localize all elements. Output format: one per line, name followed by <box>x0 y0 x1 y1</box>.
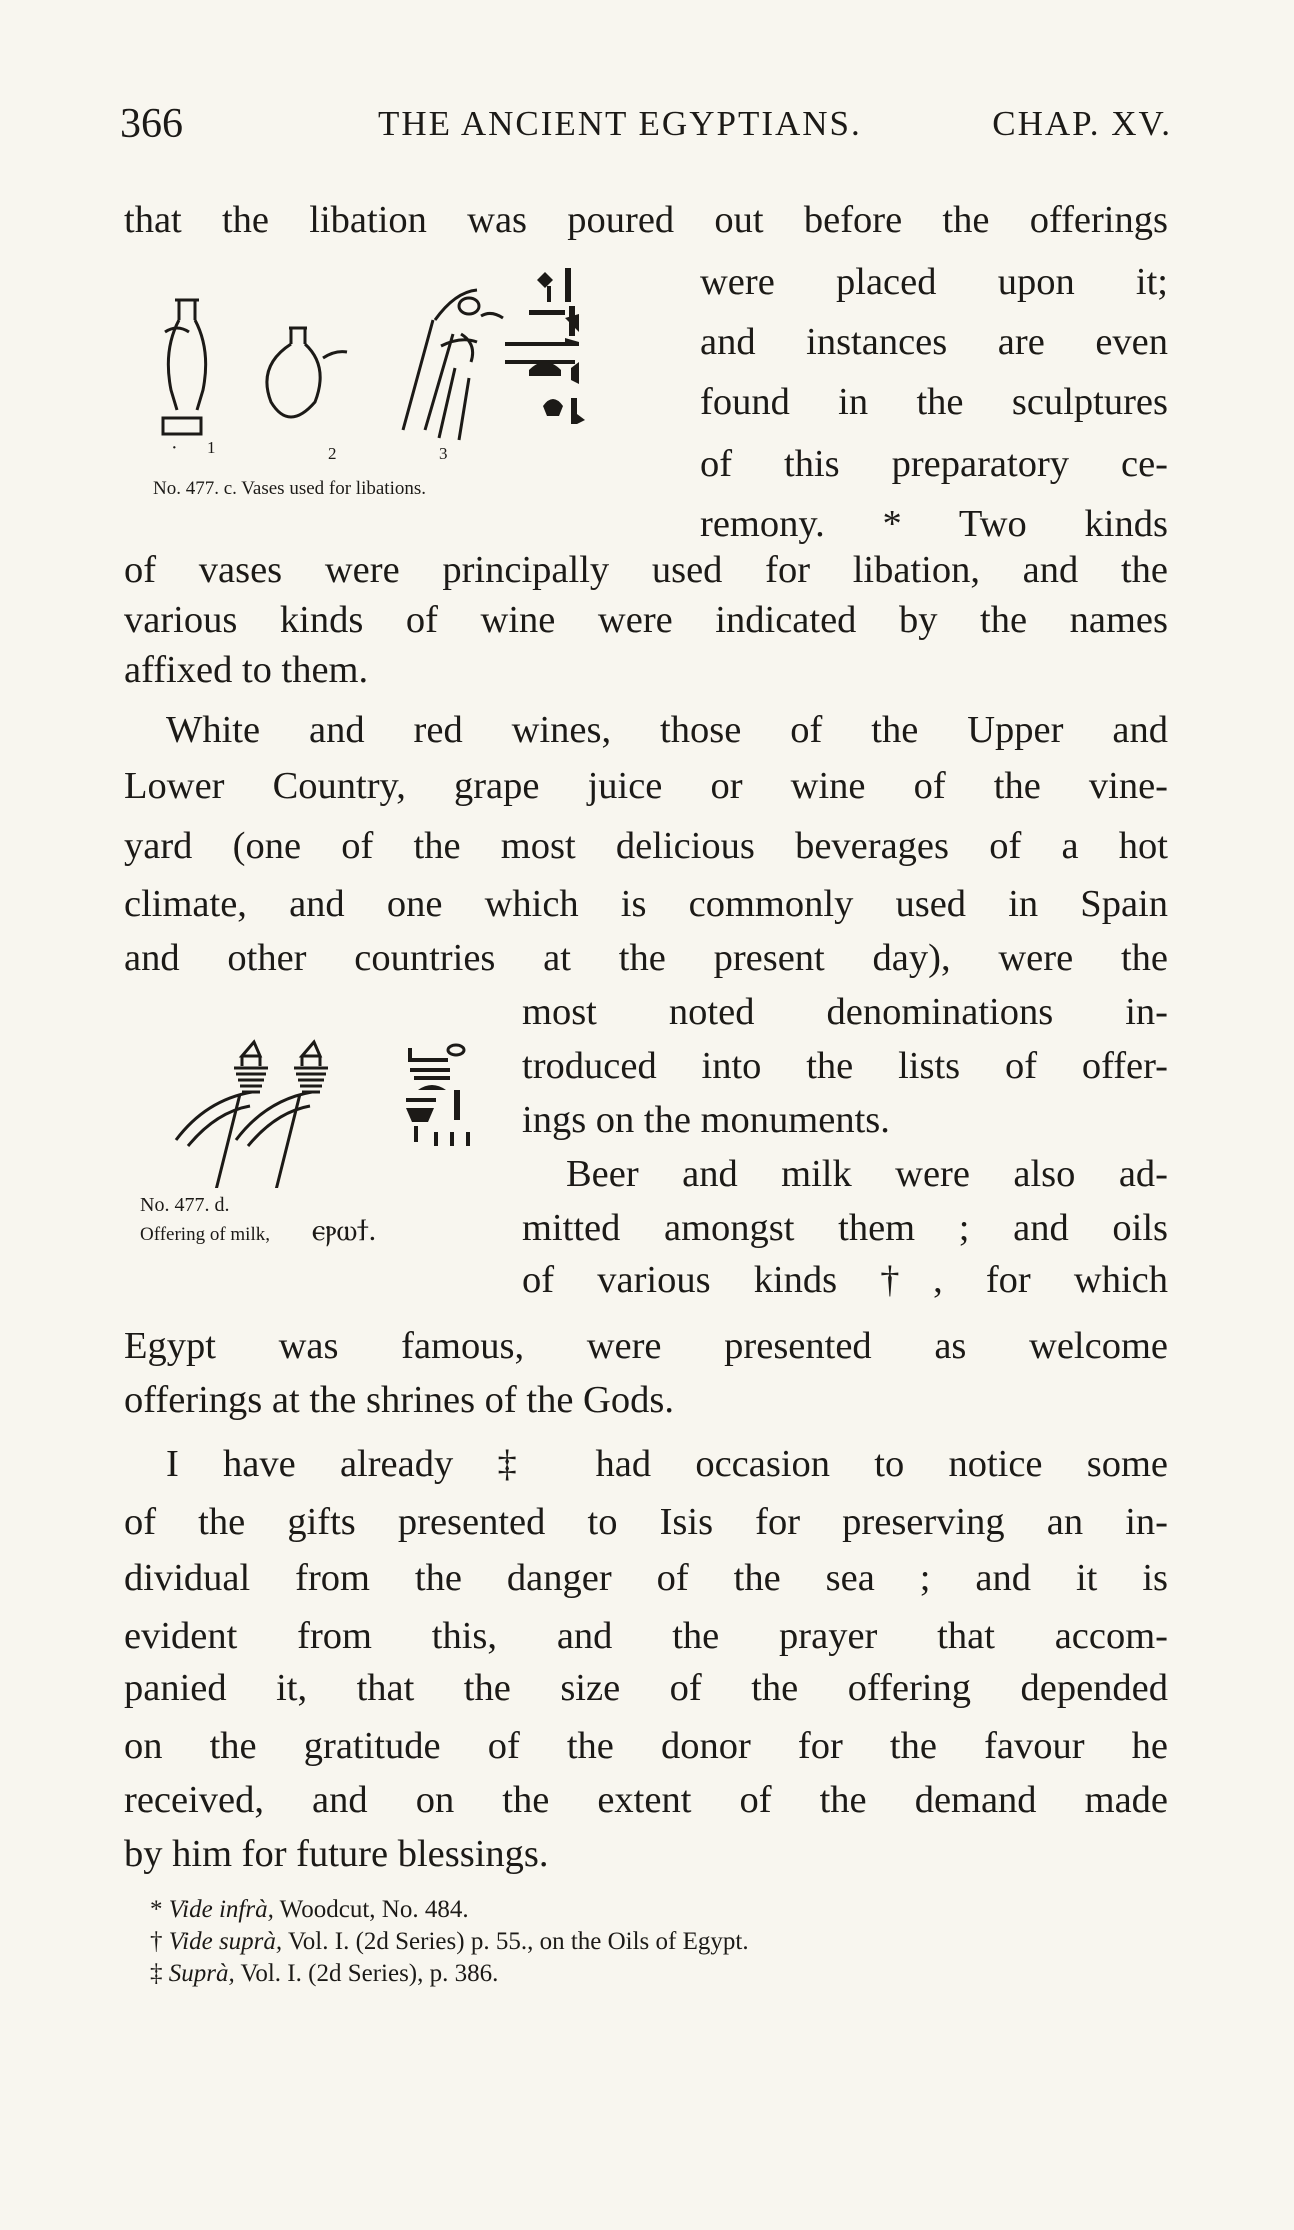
text-line: and instances are even <box>700 321 1168 363</box>
text-line: that the libation was poured out before the offerings <box>124 199 1168 241</box>
coptic-word: ⲉⲣⲱϯ. <box>312 1214 377 1247</box>
text-line: of the gifts presented to Isis for preserving an in- <box>124 1501 1168 1543</box>
text-line: yard (one of the most delicious beverages of a hot <box>124 825 1168 867</box>
text-line: remony. * Two kinds <box>700 503 1168 545</box>
text-line: White and red wines, those of the Upper and <box>166 709 1168 751</box>
text-line: affixed to them. <box>124 649 369 691</box>
footnote-text: Vol. I. (2d Series), p. 386. <box>234 1960 499 1987</box>
text-line: of various kinds †, for which <box>522 1259 1168 1301</box>
running-title: THE ANCIENT EGYPTIANS. <box>378 104 862 143</box>
footnote-text: Vol. I. (2d Series) p. 55., on the Oils of Egypt. <box>282 1928 749 1955</box>
figure-milk-offering <box>136 1028 508 1260</box>
text-line: mitted amongst them ; and oils <box>522 1207 1168 1249</box>
figure-caption: Offering of milk, <box>140 1224 270 1245</box>
vase-number-2: 2 <box>328 444 337 463</box>
text-line: on the gratitude of the donor for the favour he <box>124 1725 1168 1767</box>
text-line: and other countries at the present day), were the <box>124 937 1168 979</box>
text-line: were placed upon it; <box>700 261 1168 303</box>
text-line: most noted denominations in- <box>522 991 1168 1033</box>
footnote <box>150 1895 469 1925</box>
vase-number-1: 1 <box>207 438 216 457</box>
footnote-mark: * <box>150 1896 163 1923</box>
text-line: climate, and one which is commonly used in Spain <box>124 883 1168 925</box>
text-line: various kinds of wine were indicated by the names <box>124 599 1168 641</box>
text-line: dividual from the danger of the sea ; and it is <box>124 1557 1168 1599</box>
footnote-text: Woodcut, No. 484. <box>273 1896 469 1923</box>
milk-offering-illustration <box>136 1028 508 1188</box>
text-line: received, and on the extent of the demand made <box>124 1779 1168 1821</box>
footnote-mark: † <box>150 1928 163 1955</box>
text-line: found in the sculptures <box>700 381 1168 423</box>
running-header <box>120 101 1172 154</box>
footnote <box>150 1927 749 1957</box>
footnote-mark: ‡ <box>150 1960 163 1987</box>
text-line: troduced into the lists of offer- <box>522 1045 1168 1087</box>
page-number: 366 <box>120 101 183 147</box>
text-line: by him for future blessings. <box>124 1833 549 1875</box>
text-line: I have already ‡ had occasion to notice some <box>166 1443 1168 1485</box>
footnote-reference: Suprà, <box>168 1960 235 1987</box>
footnote <box>150 1959 498 1989</box>
libation-vases-illustration <box>145 258 690 458</box>
svg-text:·: · <box>171 437 178 458</box>
text-line: evident from this, and the prayer that accom- <box>124 1615 1168 1657</box>
text-line: Beer and milk were also ad- <box>566 1153 1168 1195</box>
text-line: offerings at the shrines of the Gods. <box>124 1379 674 1421</box>
text-line: panied it, that the size of the offering depended <box>124 1667 1168 1709</box>
text-line: of this preparatory ce- <box>700 443 1168 485</box>
figure-caption: No. 477. c. Vases used for libations. <box>153 478 427 499</box>
text-line: Egypt was famous, were presented as welcome <box>124 1325 1168 1367</box>
vase-number-3: 3 <box>439 444 448 463</box>
figure-number: No. 477. d. <box>140 1194 230 1216</box>
footnote-reference: Vide infrà, <box>168 1896 274 1923</box>
text-line: Lower Country, grape juice or wine of the vine- <box>124 765 1168 807</box>
chapter-label: CHAP. XV. <box>992 104 1172 143</box>
figure-libation-vases <box>145 258 690 508</box>
text-line: ings on the monuments. <box>522 1099 890 1141</box>
footnote-reference: Vide suprà, <box>168 1928 283 1955</box>
text-line: of vases were principally used for libation, and the <box>124 549 1168 591</box>
